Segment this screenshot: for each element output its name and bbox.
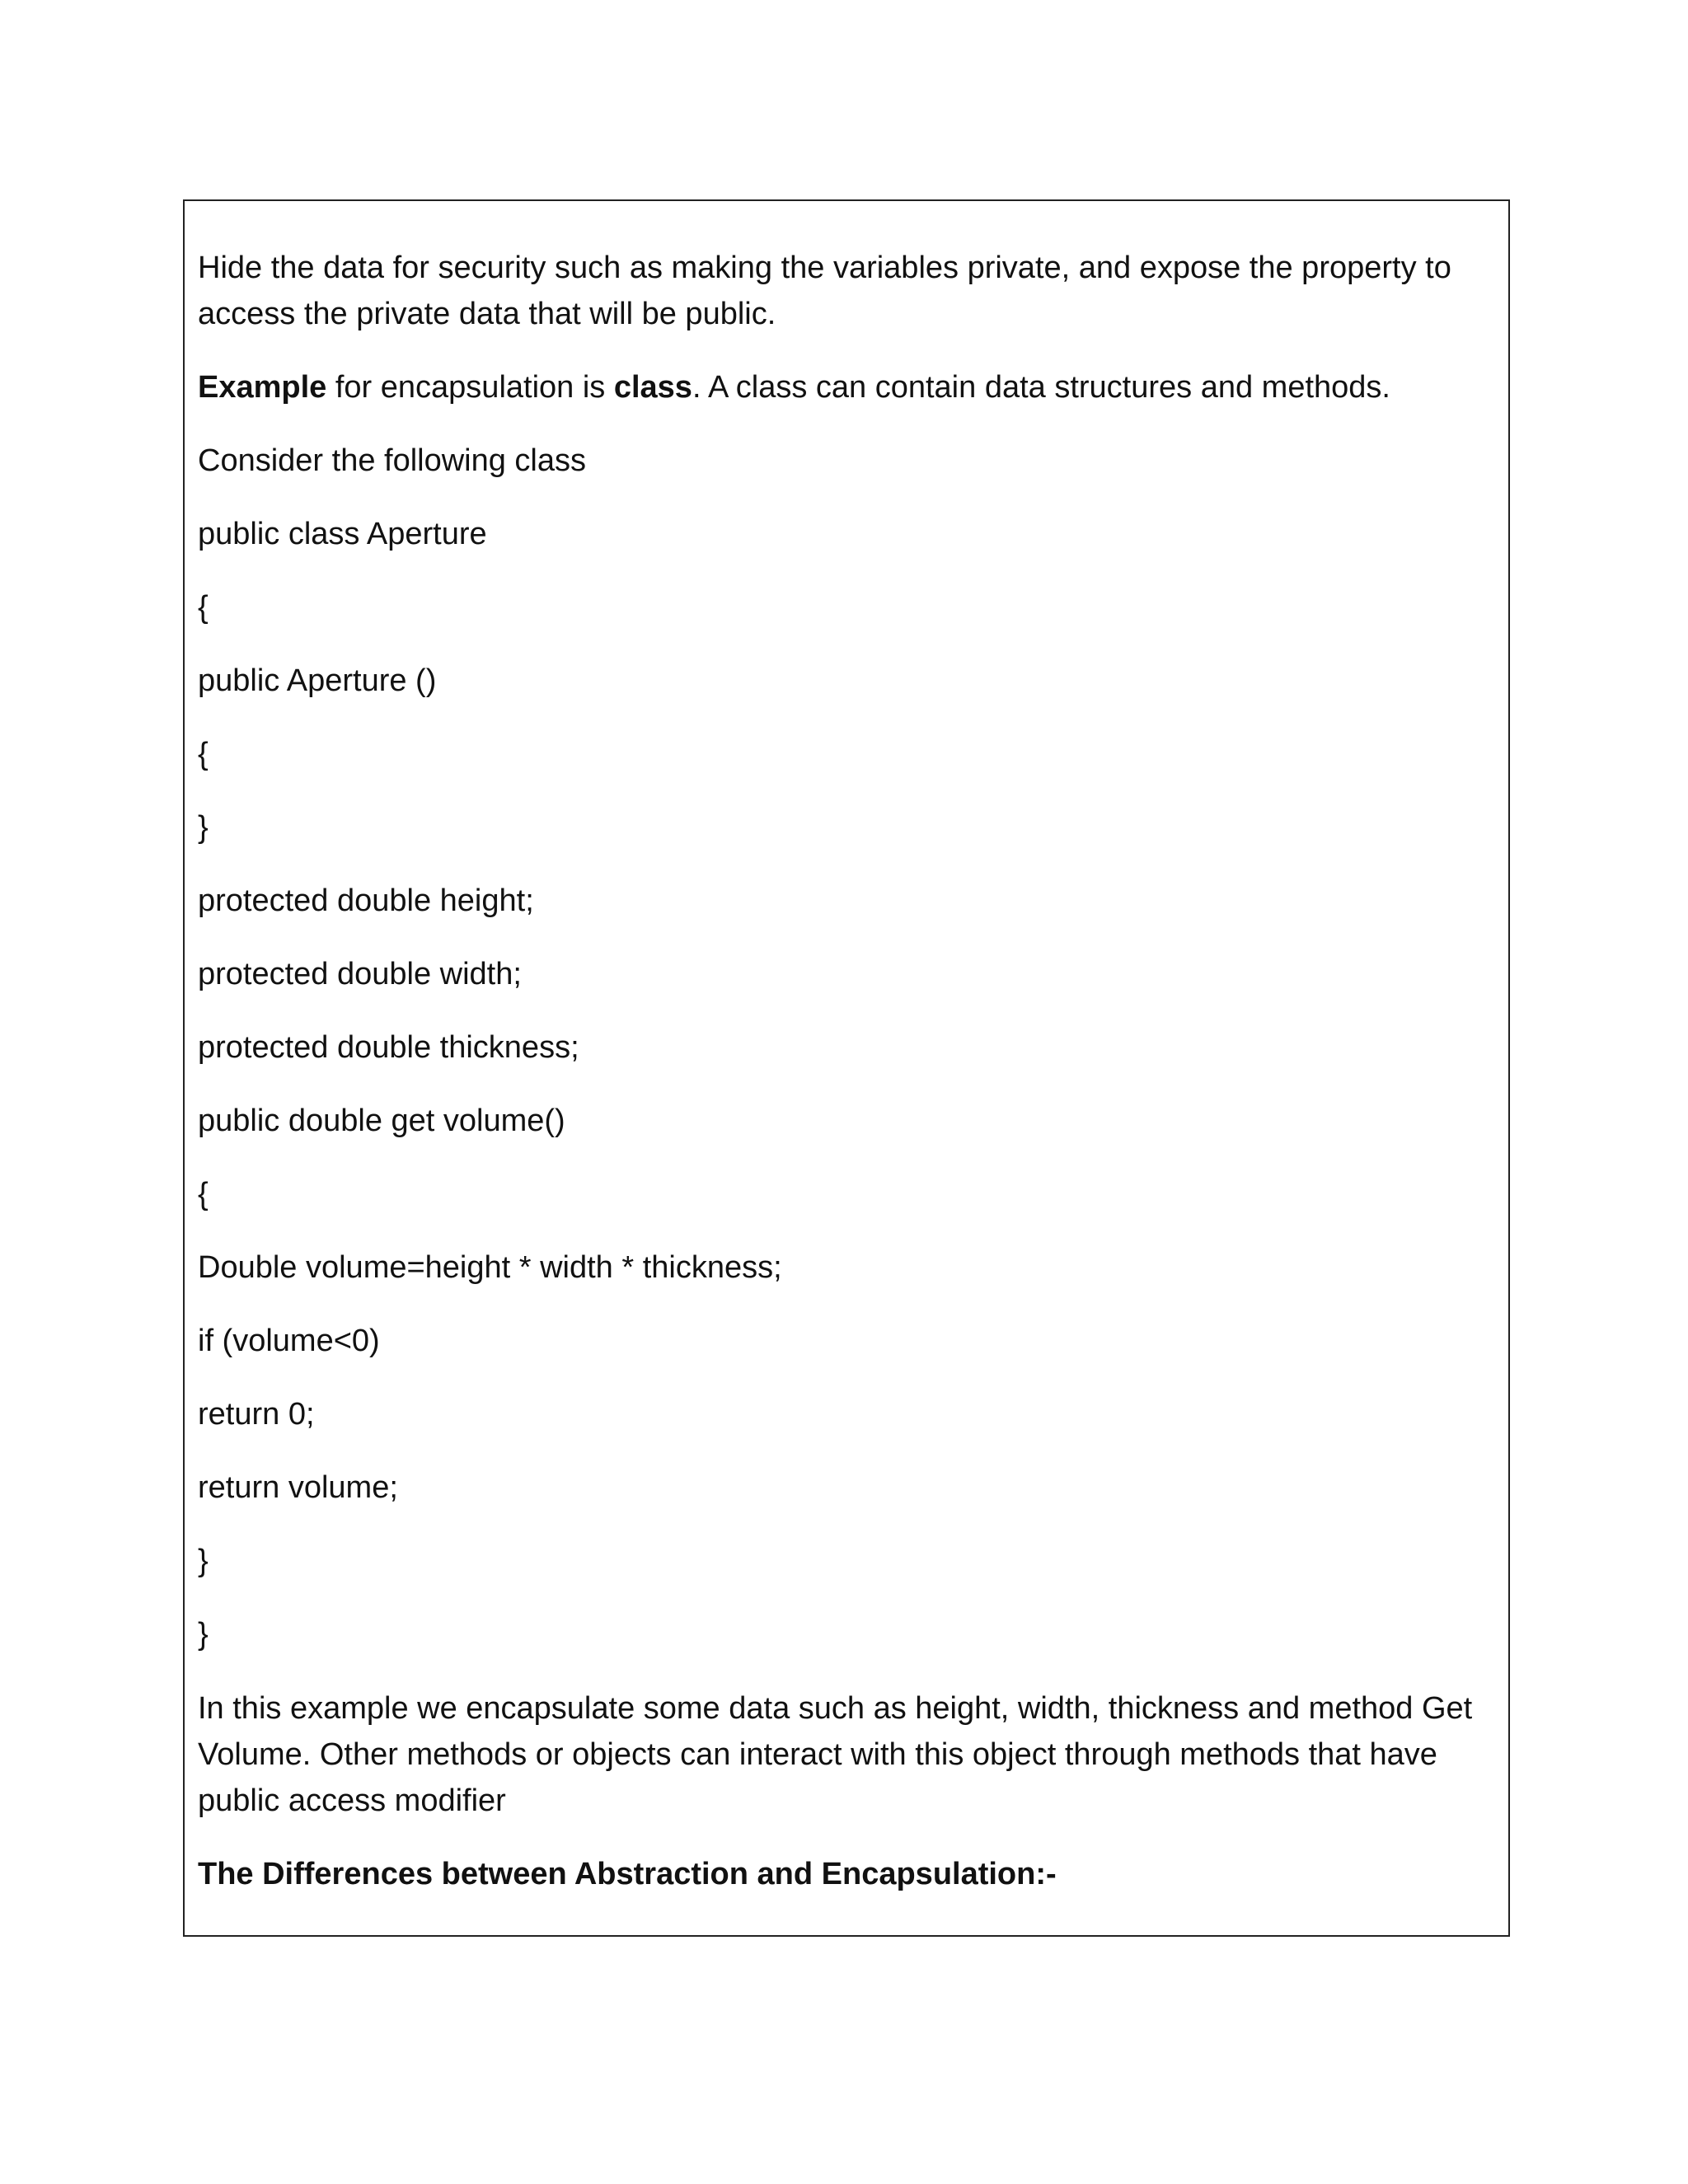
code-line: return 0; <box>198 1397 315 1432</box>
explanation-line-2: Volume. Other methods or objects can interact with this object through methods that have <box>198 1737 1437 1772</box>
example-label: Example <box>198 370 327 405</box>
code-line: Double volume=height * width * thickness; <box>198 1250 782 1285</box>
code-line: } <box>198 810 209 845</box>
example-sentence <box>198 364 1390 410</box>
code-line: { <box>198 737 209 771</box>
code-line: } <box>198 1544 209 1578</box>
intro-line-2: access the private data that will be public. <box>198 297 776 331</box>
example-text-2: . A class can contain data structures and methods. <box>692 370 1390 405</box>
code-line: } <box>198 1617 209 1652</box>
intro-line-1: Hide the data for security such as making the variables private, and expose the property to <box>198 251 1451 285</box>
code-line: public Aperture () <box>198 663 437 698</box>
code-line: protected double thickness; <box>198 1030 579 1065</box>
code-line: { <box>198 590 209 625</box>
code-line: public class Aperture <box>198 517 487 551</box>
code-line: protected double height; <box>198 883 534 918</box>
code-line: return volume; <box>198 1470 398 1505</box>
consider-line: Consider the following class <box>198 443 587 478</box>
example-keyword: class <box>613 370 692 405</box>
code-line: if (volume<0) <box>198 1324 380 1358</box>
section-heading: The Differences between Abstraction and Encapsulation:- <box>198 1857 1057 1891</box>
explanation-line-1: In this example we encapsulate some data such as height, width, thickness and method Get <box>198 1691 1473 1726</box>
code-line: protected double width; <box>198 957 522 991</box>
code-line: { <box>198 1177 209 1212</box>
example-text-1: for encapsulation is <box>326 370 614 405</box>
explanation-line-3: public access modifier <box>198 1783 506 1818</box>
code-line: public double get volume() <box>198 1104 565 1138</box>
